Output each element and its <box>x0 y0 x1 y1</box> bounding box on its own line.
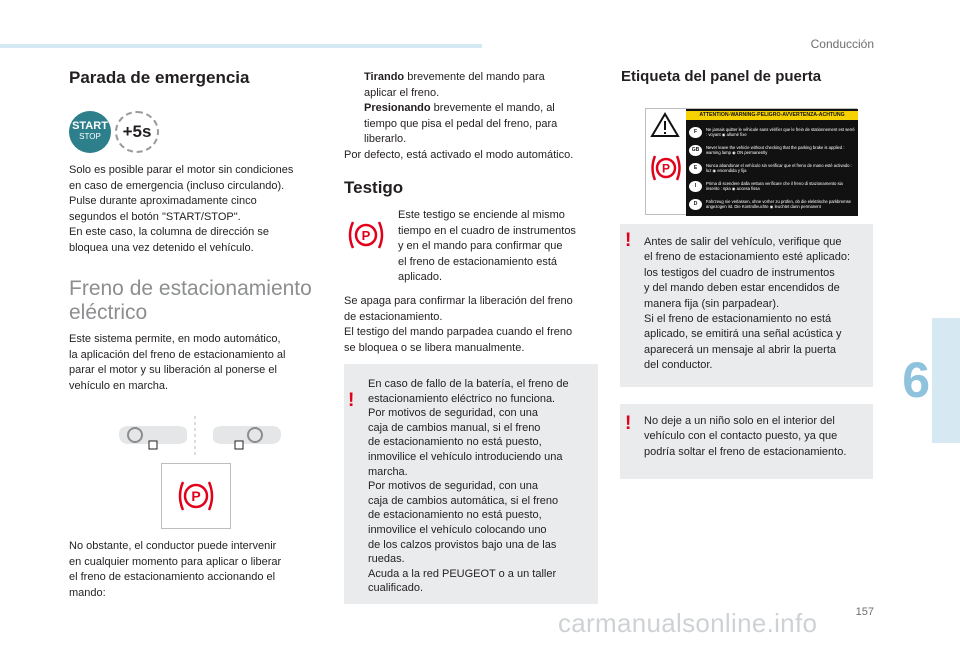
warning-exclamation-icon: ! <box>348 390 355 411</box>
warning-exclamation-icon: ! <box>625 413 632 434</box>
child-warning-box <box>620 404 873 479</box>
chapter-tab <box>932 318 960 443</box>
label-row: GB Never leave the vehicle without checking that the parking brake is applied : warning lamp ◉ ON permanently <box>689 141 855 159</box>
chapter-number: 6 <box>902 352 930 408</box>
warning-lamp-text: Este testigo se enciende al mismo tiempo en el cuadro de instrumentos y en el mando para confirmar que el freno de estacionamiento está aplicado. <box>398 209 576 284</box>
label-row: I Prima di scendere dalla vettura verificare che il freno di stazionamento sia inserito : spia ◉ accesa fissa <box>689 177 855 195</box>
child-warning-text: No deje a un niño solo en el interior del vehículo con el contacto puesto, ya que podría soltar el freno de estacionamiento. <box>644 415 847 458</box>
bullet-press: Presionando brevemente el mando, al <box>364 102 555 115</box>
parking-brake-warning-lamp-icon <box>346 219 386 251</box>
door-label-sticker <box>645 108 857 215</box>
plus-five-label: +5s <box>122 122 152 141</box>
label-row: E Nunca abandonar el vehículo sin verificar que el freno de mano esté activado : luz ◉ encendida y fija <box>689 159 855 177</box>
driver-intervention-text: No obstante, el conductor puede intervenir en cualquier momento para aplicar o liberar el freno de estacionamiento accionando el mando: <box>69 540 282 599</box>
stop-label: STOP <box>79 132 101 141</box>
label-header: ATTENTION-WARNING-PELIGRO-AVVERTENZA-ACHTUNG <box>686 111 858 120</box>
heading-warning-lamp: Testigo <box>344 178 404 197</box>
language-code: I <box>689 181 702 192</box>
heading-door-label: Etiqueta del panel de puerta <box>621 68 822 85</box>
leave-vehicle-warning-box <box>620 224 873 387</box>
language-code: GB <box>689 145 702 156</box>
start-label: START <box>72 120 108 132</box>
page-number: 157 <box>855 606 874 618</box>
parking-brake-icon <box>176 478 216 514</box>
svg-text:P: P <box>361 228 371 243</box>
label-row: F Ne jamais quitter le véhicule sans vérifier que le frein de stationnement est serré : voyant ◉ allumé fixe <box>689 123 855 141</box>
start-stop-button-icon <box>69 111 111 153</box>
parking-indicator-icon <box>149 441 157 449</box>
brake-intro-text: Este sistema permite, en modo automático, la aplicación del freno de estacionamiento al parar el motor y su liberación al ponerse el vehículo en marcha. <box>69 333 286 392</box>
parking-brake-icon <box>649 153 683 183</box>
parking-indicator-icon <box>235 441 243 449</box>
leave-vehicle-warning-text: Antes de salir del vehículo, verifique que el freno de estacionamiento esté aplicado: los testigos del cuadro de instrumentos y del mando deben estar encendidos de manera fija (sin parpadear). Si el freno de estacionamiento no está aplicado, se emitirá una señal acústica y aparecerá un mensaje al abrir la puerta del conductor. <box>644 236 851 372</box>
svg-text:P: P <box>191 488 201 504</box>
instrument-panel-illustration <box>115 412 285 462</box>
section-title: Conducción <box>810 37 874 51</box>
heading-emergency-stop: Parada de emergencia <box>69 68 250 87</box>
svg-text:P: P <box>661 161 671 176</box>
watermark: carmanualsonline.info <box>558 608 818 638</box>
header-bar <box>0 44 482 48</box>
bullet-pull: Tirando brevemente del mando para <box>364 71 545 83</box>
label-rows <box>689 123 855 213</box>
language-code: F <box>689 127 702 138</box>
label-row: D Fahrzeug nie verlassen, ohne vorher zu prüfen, ob die elektrische parkbremse angezogen ist. Die Kontrolleuchte ◉ leuchtet dann permanent <box>689 195 855 213</box>
release-text: Se apaga para confirmar la liberación del freno de estacionamiento. El testigo del mando parpadea cuando el freno se bloquea o se libera manualmente. <box>344 295 573 354</box>
language-code: D <box>689 199 702 210</box>
heading-electric-parking-brake: Freno de estacionamiento eléctrico <box>69 277 312 324</box>
parking-brake-control-panel <box>161 463 231 529</box>
emergency-text: Solo es posible parar el motor sin condiciones en caso de emergencia (incluso circulando). Pulse durante aproximadamente cinco segundos el botón "START/STOP". En este caso, la columna de dirección se bloquea una vez detenido el vehículo. <box>69 164 294 254</box>
five-seconds-icon <box>115 111 159 153</box>
warning-exclamation-icon: ! <box>625 230 632 251</box>
brake-control-bullets: Tirando brevemente del mando para aplicar el freno. Presionando brevemente el mando, al tiempo que pisa el pedal del freno, para liberarlo. Por defecto, está activado el modo automático. <box>344 71 574 161</box>
warning-triangle-icon <box>650 112 680 138</box>
battery-failure-warning-box <box>344 364 598 604</box>
label-black-panel <box>686 109 858 216</box>
battery-failure-warning-text: En caso de fallo de la batería, el freno de estacionamiento eléctrico no funciona. Por motivos de seguridad, con una caja de cambios manual, si el freno de estacionamiento no está puesto, inmovilice el vehículo introduciendo una marcha. Por motivos de seguridad, con una caja de cambios automática, si el freno de estacionamiento no está puesto, inmovilice el vehículo colocando uno de los calzos provistos bajo una de las ruedas. Acuda a la red PEUGEOT o a un taller cualificado. <box>368 378 569 595</box>
language-code: E <box>689 163 702 174</box>
